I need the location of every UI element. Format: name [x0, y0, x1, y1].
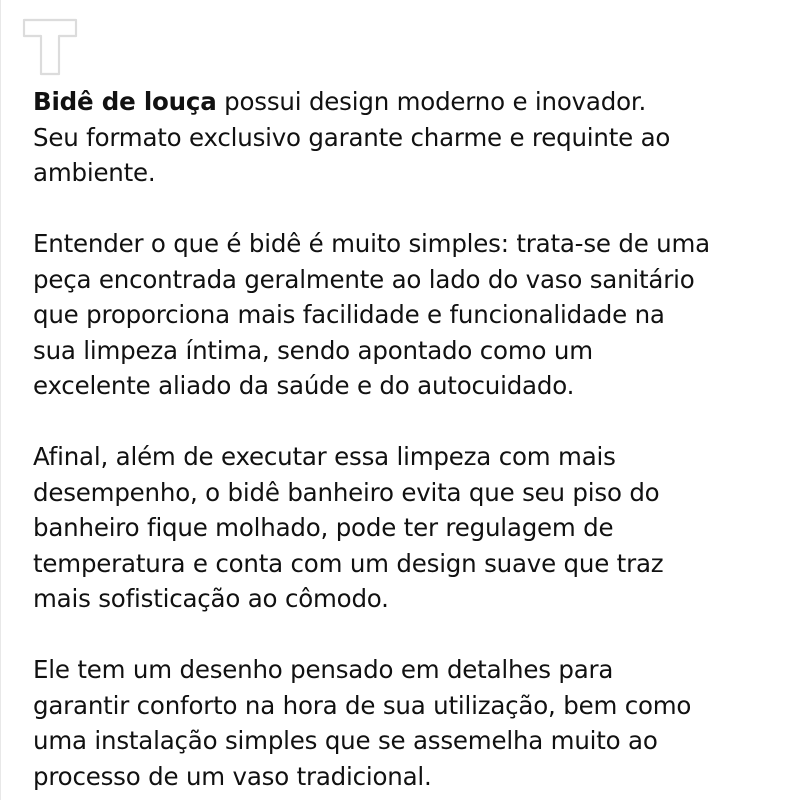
text-line: Ele tem um desenho pensado em detalhes para [33, 655, 614, 684]
text-line: desempenho, o bidê banheiro evita que seu piso do [33, 477, 660, 507]
text-line: ambiente. [33, 158, 156, 187]
text-line: banheiro fique molhado, pode ter regulagem de [33, 513, 614, 542]
paragraph-definition [33, 226, 793, 404]
paragraph-intro [33, 84, 793, 191]
text-line: sua limpeza íntima, sendo apontado como um [33, 335, 593, 365]
brand-t-outline-icon [20, 16, 82, 78]
text-line: excelente aliado da saúde e do autocuidado. [33, 371, 575, 400]
paragraph-benefits [33, 439, 793, 617]
text-line: processo de um vaso tradicional. [33, 761, 432, 791]
text-line: garantir conforto na hora de sua utilização, bem como [33, 690, 692, 720]
text-line: uma instalação simples que se assemelha muito ao [33, 726, 658, 755]
text-line: que proporciona mais facilidade e funcionalidade na [33, 300, 665, 329]
product-name: Bidê de louça [33, 87, 217, 116]
description-text [33, 84, 793, 794]
text-line: Entender o que é bidê é muito simples: trata-se de uma [33, 229, 710, 258]
text-line: peça encontrada geralmente ao lado do vaso sanitário [33, 264, 695, 294]
text-line: temperatura e conta com um design suave que traz [33, 548, 664, 578]
text-line: Afinal, além de executar essa limpeza com mais [33, 442, 616, 471]
left-edge-divider [0, 0, 1, 800]
text-line: Seu formato exclusivo garante charme e requinte ao [33, 122, 671, 152]
text-line-rest: possui design moderno e inovador. [216, 87, 647, 116]
text-line [33, 84, 793, 120]
text-line: mais sofisticação ao cômodo. [33, 584, 389, 613]
paragraph-installation [33, 652, 793, 794]
